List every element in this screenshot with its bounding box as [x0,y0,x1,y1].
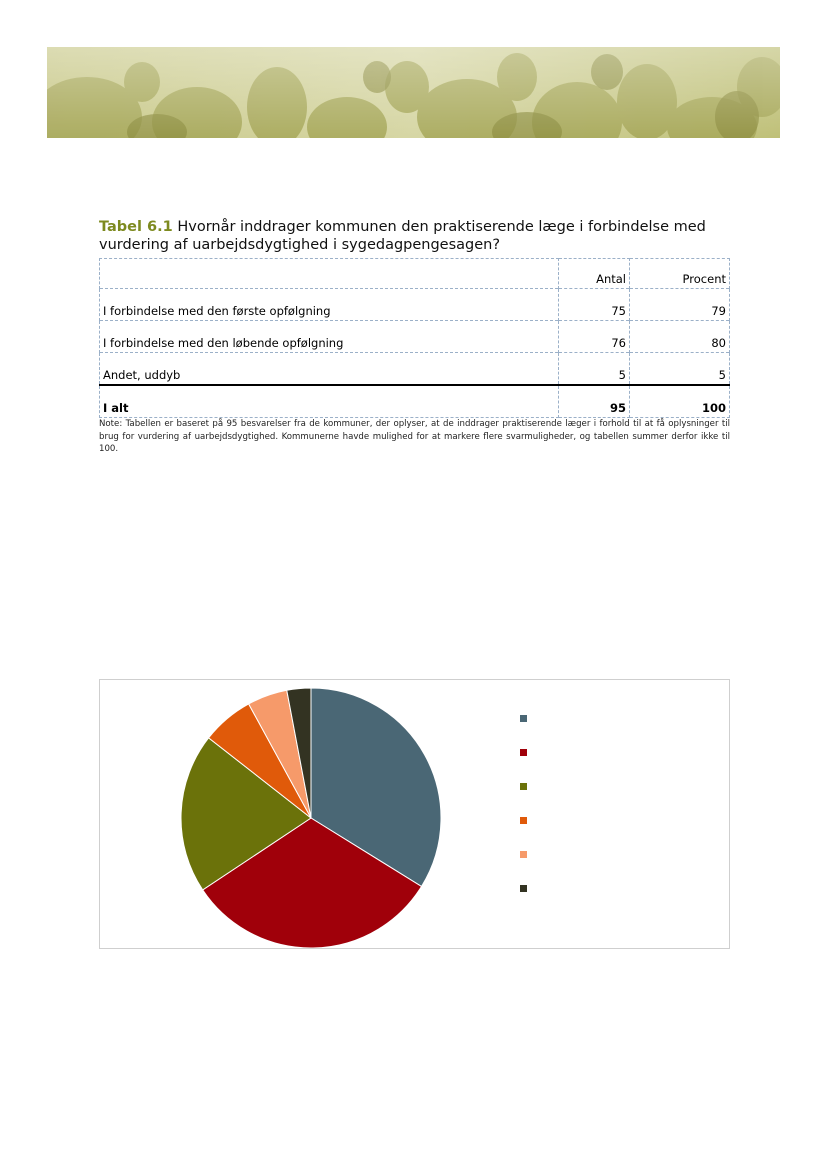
total-label: I alt [100,385,559,418]
table-note: Note: Tabellen er baseret på 95 besvarelser fra de kommuner, der oplyser, at de inddrager praktiserende læger i forhold til at få oplysninger til brug for vurdering af uarbejdsdygtighed. Kommunerne havde mulighed for at markere flere svarmuligheder, og tabellen summer derfor ikke til 100. [99,419,730,454]
banner-photo [47,47,780,138]
row-label: Andet, uddyb [100,353,559,386]
table-caption [99,218,739,254]
legend-swatch [520,885,527,892]
pie-chart-box [99,679,730,949]
legend-item [520,817,535,851]
legend-swatch [520,715,527,722]
table-number: Tabel 6.1 [99,219,173,235]
header-cell-procent: Procent [630,259,730,289]
header-cell-label [100,259,559,289]
row-label: I forbindelse med den løbende opfølgning [100,321,559,353]
legend-item [520,851,535,885]
legend-item [520,715,535,749]
table-row [100,289,730,321]
table-header-row [100,259,730,289]
legend-item [520,783,535,817]
legend-swatch [520,851,527,858]
row-procent: 80 [630,321,730,353]
pie-chart [100,680,729,948]
table-title-line2: vurdering af uarbejdsdygtighed i sygedagpengesagen? [99,237,501,253]
table-row [100,321,730,353]
row-procent: 79 [630,289,730,321]
row-label: I forbindelse med den første opfølgning [100,289,559,321]
header-banner [47,47,780,138]
table-row [100,353,730,386]
data-table [99,258,730,418]
row-procent: 5 [630,353,730,386]
table-title-line1: Hvornår inddrager kommunen den praktiserende læge i forbindelse med [172,219,706,235]
legend-swatch [520,783,527,790]
row-antal: 76 [559,321,630,353]
chart-legend [520,715,535,919]
total-antal: 95 [559,385,630,418]
header-cell-antal: Antal [559,259,630,289]
row-antal: 75 [559,289,630,321]
legend-swatch [520,749,527,756]
legend-item [520,885,535,919]
table-total-row [100,385,730,418]
total-procent: 100 [630,385,730,418]
legend-swatch [520,817,527,824]
row-antal: 5 [559,353,630,386]
legend-item [520,749,535,783]
